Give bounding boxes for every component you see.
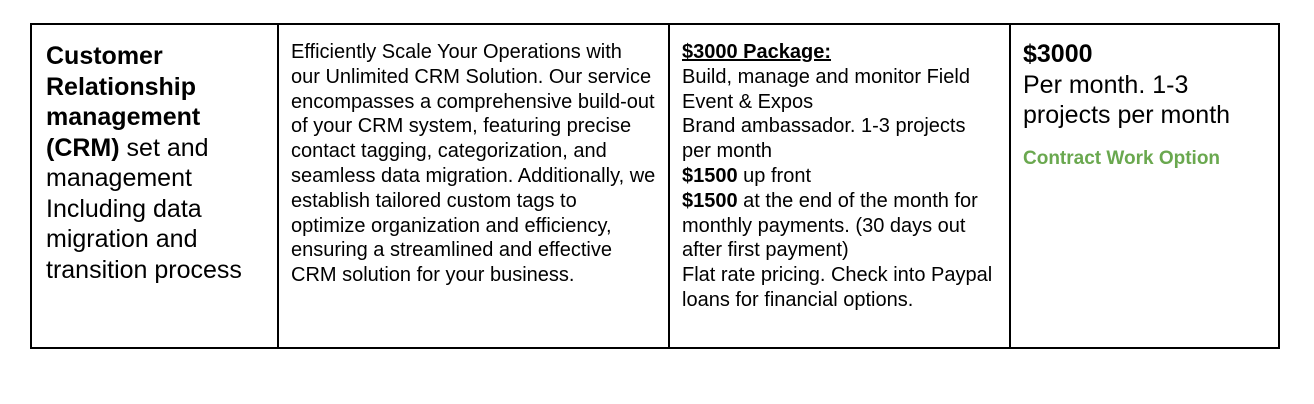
end-amount: $1500 — [682, 189, 738, 212]
service-cell — [31, 24, 278, 348]
package-line-end-of-month — [682, 189, 997, 263]
package-line-upfront — [682, 164, 997, 189]
upfront-text: up front — [737, 164, 812, 187]
description-cell — [278, 24, 669, 348]
price-amount: $3000 — [1023, 40, 1093, 68]
upfront-amount: $1500 — [682, 164, 738, 187]
price-detail: Per month. 1-3 projects per month — [1023, 70, 1231, 129]
service-name-bold: Customer Relationship management (CRM) — [46, 42, 201, 162]
service-name-rest: set and management Including data migration and transition process — [46, 133, 242, 284]
table-row — [31, 24, 1279, 348]
contract-work-option: Contract Work Option — [1023, 147, 1221, 169]
package-line-ambassador: Brand ambassador. 1-3 projects per month — [682, 115, 966, 163]
package-line-flat-rate: Flat rate pricing. Check into Paypal loans for financial options. — [682, 264, 993, 311]
end-text: at the end of the month for monthly payments. (30 days out after first payment) — [682, 189, 978, 262]
service-description: Efficiently Scale Your Operations with our Unlimited CRM Solution. Our service encompasses a comprehensive build-out of your CRM system, featuring precise contact tagging, categorization, and seamless data migration. Additionally, we establish tailored custom tags to optimize organization and efficiency, ensuring a streamlined and effective CRM solution for your business. — [291, 41, 656, 287]
package-cell — [669, 24, 1010, 348]
pricing-table — [30, 23, 1280, 349]
package-title: $3000 Package: — [682, 41, 832, 63]
package-details — [670, 25, 1009, 313]
price-block — [1011, 25, 1278, 171]
service-name — [32, 25, 277, 285]
price-cell — [1010, 24, 1279, 348]
package-line-field-events: Build, manage and monitor Field Event & Expos — [682, 65, 970, 113]
